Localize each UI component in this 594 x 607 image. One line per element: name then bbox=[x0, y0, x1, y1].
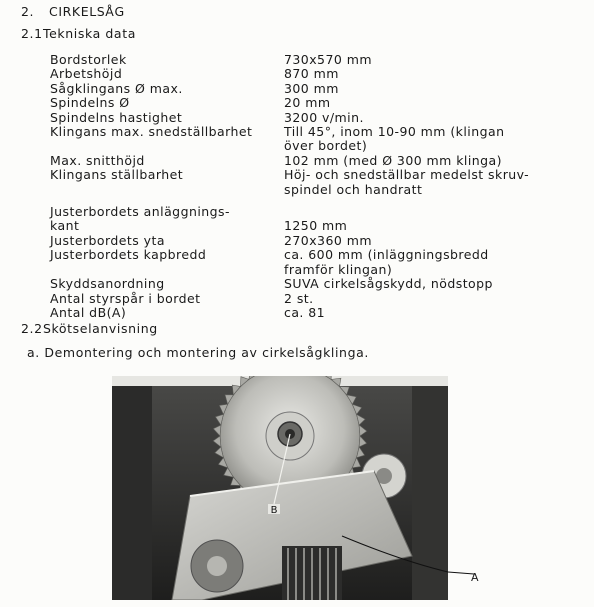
spec-value: 1250 mm bbox=[284, 218, 348, 234]
spec-label: Arbetshöjd bbox=[50, 66, 123, 82]
spec-value: Till 45°, inom 10-90 mm (klingan över bordet) bbox=[284, 124, 505, 154]
spec-label: Spindelns hastighet bbox=[50, 109, 183, 125]
spec-value: 2 st. bbox=[284, 290, 314, 306]
subsection-number: 2.1 bbox=[21, 26, 43, 41]
spec-value: SUVA cirkelsågskydd, nödstopp bbox=[284, 276, 493, 292]
figure-label-b: B bbox=[270, 505, 278, 516]
spec-value: 102 mm (med Ø 300 mm klinga) bbox=[284, 152, 502, 168]
spec-value: 3200 v/min. bbox=[284, 109, 364, 125]
spec-value: 270x360 mm bbox=[284, 232, 372, 248]
step-a-text: a. Demontering och montering av cirkelsågklinga. bbox=[27, 345, 369, 360]
spec-label: Spindelns Ø bbox=[50, 95, 130, 111]
cooling-fins bbox=[288, 548, 336, 600]
subsection-number: 2.2 bbox=[21, 321, 43, 336]
spec-label: Skyddsanordning bbox=[50, 276, 165, 292]
spec-label: Klingans ställbarhet bbox=[50, 167, 184, 183]
section-number: 2. bbox=[21, 4, 35, 19]
spec-label: Sågklingans Ø max. bbox=[50, 80, 183, 96]
spec-row bbox=[50, 292, 590, 306]
spec-row bbox=[50, 234, 590, 248]
spec-label: Bordstorlek bbox=[50, 52, 127, 67]
spec-label: Justerbordets anläggnings- kant bbox=[50, 204, 230, 234]
spec-value: 730x570 mm bbox=[284, 52, 372, 67]
spec-label: Justerbordets yta bbox=[50, 232, 165, 248]
section-title: CIRKELSÅG bbox=[49, 4, 125, 19]
figure-label-a: A bbox=[471, 571, 479, 584]
spec-row bbox=[50, 82, 590, 96]
spec-row bbox=[50, 96, 590, 110]
subsection-title: Tekniska data bbox=[43, 26, 136, 41]
spec-row bbox=[50, 53, 590, 67]
spec-value: ca. 81 bbox=[284, 304, 326, 320]
spec-value: 300 mm bbox=[284, 80, 339, 96]
spec-row bbox=[50, 277, 590, 291]
spec-row bbox=[50, 306, 590, 320]
spec-value: 870 mm bbox=[284, 66, 339, 82]
saw-photo-illustration bbox=[112, 376, 448, 600]
spec-table bbox=[50, 53, 590, 320]
spec-label: Antal styrspår i bordet bbox=[50, 290, 201, 306]
subsection-heading-care bbox=[21, 321, 158, 336]
spec-row bbox=[50, 154, 590, 168]
spec-row bbox=[50, 111, 590, 125]
spec-row bbox=[50, 248, 590, 277]
subsection-heading-tech bbox=[21, 26, 136, 41]
spec-label: Max. snitthöjd bbox=[50, 152, 145, 168]
spec-value: ca. 600 mm (inläggningsbredd framför klingan) bbox=[284, 247, 489, 277]
spec-row bbox=[50, 125, 590, 154]
spec-row bbox=[50, 168, 590, 197]
section-heading bbox=[21, 4, 125, 19]
subsection-title: Skötselanvisning bbox=[43, 321, 158, 336]
spec-row bbox=[50, 205, 590, 234]
spec-label: Antal dB(A) bbox=[50, 304, 127, 320]
spec-label: Klingans max. snedställbarhet bbox=[50, 124, 253, 140]
saw-blade-photo bbox=[112, 376, 448, 600]
spec-label: Justerbordets kapbredd bbox=[50, 247, 207, 263]
spec-value: 20 mm bbox=[284, 95, 331, 111]
spec-row bbox=[50, 67, 590, 81]
spec-value: Höj- och snedställbar medelst skruv- spindel och handratt bbox=[284, 167, 530, 197]
